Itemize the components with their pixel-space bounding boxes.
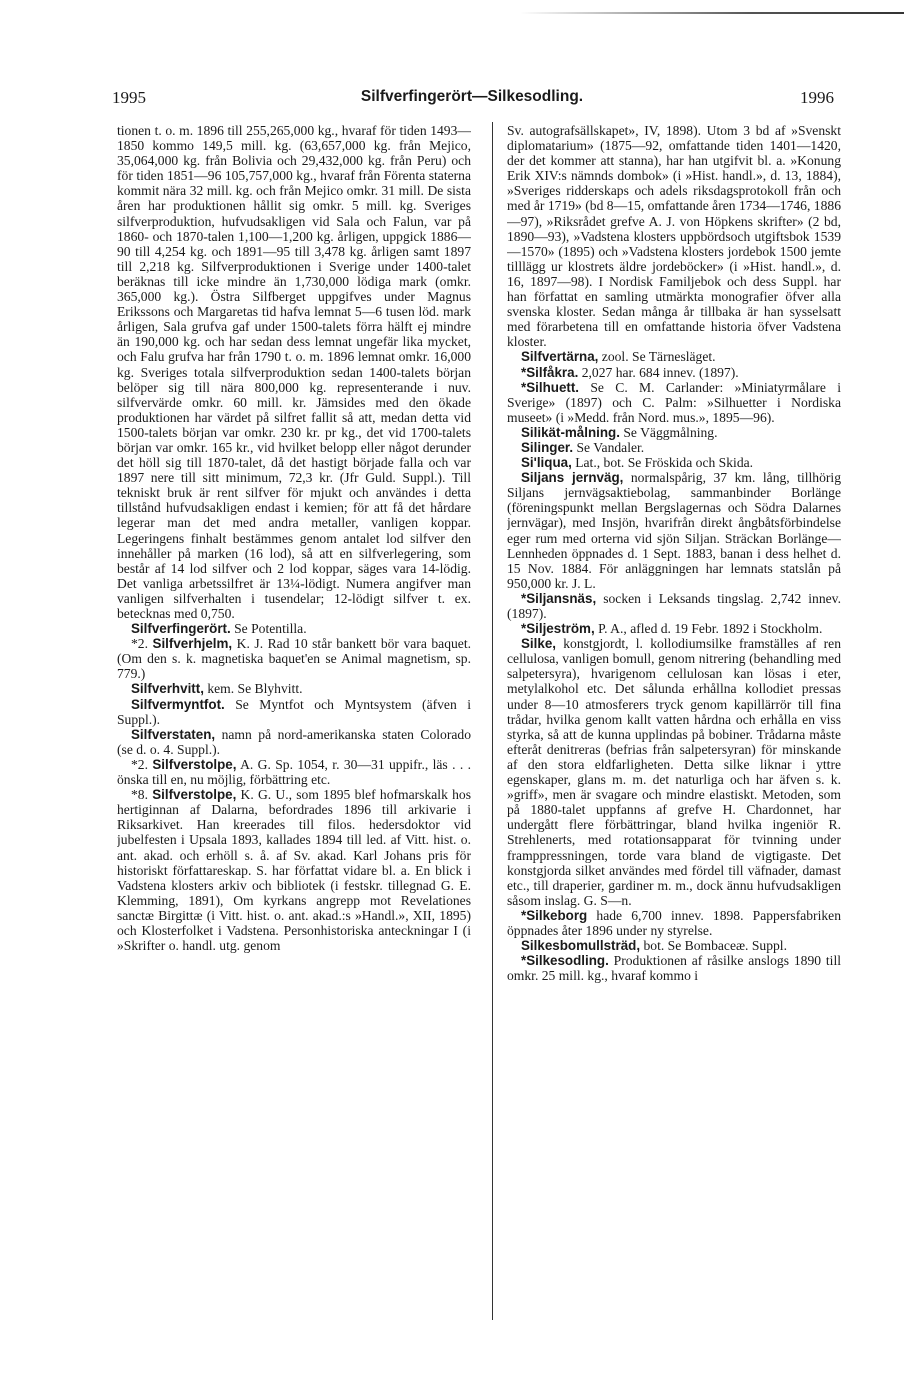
entry-headword: Silinger. xyxy=(521,439,574,455)
paragraph xyxy=(117,757,471,787)
entry-text: K. J. Rad 10 står bankett bör vara baquet. (Om den s. k. magnetiska baquet'en se Animal magnetism, sp. 779.) xyxy=(117,636,471,682)
entry-text: hade 6,700 innev. 1898. Pappersfabriken öppnades åter 1896 under ny styrelse. xyxy=(507,907,841,938)
paragraph xyxy=(117,787,471,953)
entry-text: namn på nord-amerikanska staten Colorado (se d. o. 4. Suppl.). xyxy=(117,726,471,757)
page-number-right: 1996 xyxy=(800,88,834,107)
paragraph xyxy=(117,636,471,681)
entry-text: zool. Se Tärnesläget. xyxy=(598,349,716,365)
entry-text: *2. xyxy=(131,756,153,772)
paragraph xyxy=(117,681,471,696)
entry-headword: *Siljeström, xyxy=(521,621,595,637)
entry-text: P. A., afled d. 19 Febr. 1892 i Stockholm. xyxy=(594,621,823,637)
paragraph xyxy=(507,953,841,983)
entry-text: Se C. M. Carlander: »Miniatyrmålare i Sverige» (1897) och C. Palm: »Silhuetter i Nordiska museet» (i »Medd. från Nord. mus.», 1895—96). xyxy=(507,379,841,425)
column-divider xyxy=(492,122,493,1320)
entry-text: Se Potentilla. xyxy=(230,621,307,637)
page-title: Silfverfingerört—Silkesodling. xyxy=(360,88,584,105)
paragraph xyxy=(117,123,471,621)
entry-headword: *Silkesodling. xyxy=(521,953,609,969)
entry-text: tionen t. o. m. 1896 till 255,265,000 kg., hvaraf för tiden 1493—1850 kommo 149,5 mill. kg. (63,657,000 kg. från Mejico, 35,064,000 kg. från Bolivia och 29,432,000 kg. från Peru) och för tiden 1851—96 105,757,000 kg., hvaraf från Förenta staterna kommit nära 32 mill. kg. och från Mejico omkr. 31 mill. De sista åren har produktionen hållit sig omkr. 5 mill. kg. Sveriges silfverproduktion, hufvudsakligen vid Sala och Falun, var på 1860- och 1870-talen 1,100—1,200 kg. årligen, uppgick 1886—90 till 4,254 kg. och 1891—95 till 3,478 kg. årligen samt 1897 till 2,218 kg. Silfverproduktionen i Sverige under 1400-talet beräknas till icke mindre än 1,730,000 lödiga mark (omkr. 365,000 kg.). Östra Silfberget uppgifves under Magnus Erikssons och Margaretas tid hafva lemnat 5—6 tusen löd. mark årligen, Sala grufva gaf under 1500-talets förra hälft ej mindre än 190,000 kg. och har sedan dess lemnat ungefär lika mycket, och Falu grufva har från 1790 t. o. m. 1896 lemnat omkr. 16,000 kg. Sveriges totala silfverproduktion sedan 1400-talets början belöper sig till nära 800,000 kg. representerande i nuv. silfvervärde omkr. 60 mill. kr. Jämsides med den ökade produktionen har värdet på silfret fallit så att, medan detta vid 1500-talets början var omkr. 230 kr. pr kg., det vid 1700-talets början var omkr. 165 kr., vid hvilket belopp eller något derunder det höll sig till 1870-talet, då det hastigt började falla och var 1897 nere till sitt minimum, 72,3 kr. (Jfr Guld. Suppl.). Till tekniskt bruk är rent silfver för mjukt och användes i detta tillstånd hufvudsakligen endast i kemien; för att få det hårdare legerar man det med andra metaller, vanligen koppar. Legeringens finhalt bestämmes genom antalet lod silfver den innehåller på marken (16 lod), så att en silfverlegering, som består af 14 lod silfver och 2 lod koppar, säges vara 14-lödig. Det vanliga arbetssilfret är 13¼-lödigt. Numera angifver man vanligen silfverhalten i tusendelar; 12-lödigt silfver t. ex. betecknas med 0,750. xyxy=(117,123,471,621)
entry-headword: Silfverhvitt, xyxy=(131,681,204,697)
entry-headword: *Siljansnäs, xyxy=(521,590,597,606)
entry-text: Se Vandaler. xyxy=(573,439,645,455)
entry-text: 2,027 har. 684 innev. (1897). xyxy=(578,364,739,380)
entry-text: Lat., bot. Se Fröskida och Skida. xyxy=(571,455,754,471)
paragraph xyxy=(507,455,841,470)
entry-text: Sv. autografsällskapet», IV, 1898). Utom 3 bd af »Svenskt diplomatarium» (1875—92, omfattande tiden 1401—1420, der det kommer att stanna), har han utgifvit bl. a. »Konung Erik XIV:s nämnds dombok» (i »Hist. handl.», d. 13, 1884), »Sveriges ridderskaps och adels riksdagsprotokoll från och med år 1719» (bd 8—15, omfattande åren 1734—1746, 1886—97), »Riksrådet grefve A. J. von Höpkens skrifter» (2 bd, 1890—93), »Vadstena klosters uppbördsoch utgiftsbok 1539—1570» (1895) och »Vadstena klosters jordebok 1500 jemte tilllägg ur klostrets äldre jordeböcker» (i »Hist. handl.», d. 16, 1897—98). I Nordisk Familjebok och dess Suppl. har han författat en samling utmärkta monografier öfver alla svenska kloster. Sedan många år tillbaka är han sysselsatt med förarbetena till en omfattande historia öfver Vadstena kloster. xyxy=(507,123,841,350)
paragraph xyxy=(117,621,471,636)
paragraph xyxy=(507,440,841,455)
entry-text: normalspårig, 37 km. lång, tillhörig Siljans jernvägsaktiebolag, sammanbinder Borlänge (föreningspunkt mellan Bergslagernas och Södra Dalarnes jernvägar), med Insjön, hvarifrån direkt ångbåtsförbindelse eger rum med orterna vid sjön Siljan. Sträckan Borlänge—Lennheden öppnades d. 1 Sept. 1883, banan i dess helhet d. 15 Nov. 1884. För anläggningen har lemnats statslån på 950,000 kr. J. L. xyxy=(507,470,841,591)
paragraph xyxy=(507,621,841,636)
entry-headword: Si'liqua, xyxy=(521,455,572,471)
entry-headword: Silfvermyntfot. xyxy=(131,696,225,712)
entry-text: *8. xyxy=(131,787,153,803)
entry-headword: *Silkeborg xyxy=(521,907,588,923)
entry-headword: Silkesbomullsträd, xyxy=(521,938,641,954)
entry-headword: Silfverfingerört. xyxy=(131,621,231,637)
page-header xyxy=(110,88,834,110)
entry-text: bot. Se Bombaceæ. Suppl. xyxy=(640,938,787,954)
entry-headword: Silfverstolpe, xyxy=(152,756,237,772)
paragraph xyxy=(507,908,841,938)
entry-text: kem. Se Blyhvitt. xyxy=(203,681,303,697)
paragraph xyxy=(507,938,841,953)
entry-headword: Siljans jernväg, xyxy=(521,470,624,486)
paragraph xyxy=(507,636,841,908)
entry-text: Produktionen af råsilke anslogs 1890 till omkr. 25 mill. kg., hvaraf kommo i xyxy=(507,953,841,984)
paragraph xyxy=(507,365,841,380)
paragraph xyxy=(117,697,471,727)
paragraph xyxy=(507,349,841,364)
entry-text: Se Väggmålning. xyxy=(619,424,718,440)
entry-headword: Silikät-målning. xyxy=(521,424,620,440)
entry-headword: Silfverhjelm, xyxy=(152,636,233,652)
entry-text: *2. xyxy=(131,636,153,652)
page-number-left: 1995 xyxy=(112,88,146,107)
paragraph xyxy=(507,425,841,440)
entry-text: konstgjordt, l. kollodiumsilke framställes af ren cellulosa, vanligen bomull, genom nitrering (behandling med salpetersyra), hvarigenom cellulosan kan lösas i eter, metylalkohol etc. Det sålunda erhållna kollodiet pressas under 8—10 atmosferers tryck genom kapillärrör till fina trådar, hvilka genom kallt vatten hårdna och erhålla en viss styrka, så att de kunna upplindas på bobiner. Trådarna måste efteråt denitreras (befrias från salpetersyran) för minskande af den stora eldfarligheten. Detta silke liknar i yttre egenskaper, glans m. m. det naturliga och har äfven s. k. »griff», men är svagare och mindre elastiskt. Metoden, som på 1880-talet uppfanns af grefve H. Chardonnet, har undergått flere förbättringar, bland hvilka ingeniör R. Strehlenerts, med rotationsapparat för tvinning under framppressningen, torde vara bland de vigtigaste. Det konstgjorda silket användes med fördel till väfnader, damast etc., till draperier, gardiner m. m., dock ännu hufvudsakligen såsom inslag. G. S—n. xyxy=(507,636,841,908)
entry-text: K. G. U., som 1895 blef hofmarskalk hos hertiginnan af Dalarna, befordrades 1896 till arkivarie i Riksarkivet. Han kreerades till filos. hedersdoktor vid jubelfesten i Upsala 1893, kallades 1894 till led. af Vitt. hist. o. ant. akad. och erhöll s. å. af Sv. akad. Karl Johans pris för historiskt författareskap. S. har författat vidare bl. a. En blick i Vadstena klosters arkiv och bibliotek (i festskr. tillegnad G. E. Klemming, 1891), Om kyrkans angrepp mot Revelationes sanctæ Birgittæ (i Vitt. hist. o. ant. akad.:s »Handl.», XII, 1895) och Klosterfolket i Vadstena. Personhistoriska anteckningar I (i »Skrifter o. handl. utg. genom xyxy=(117,787,471,954)
paragraph xyxy=(117,727,471,757)
entry-text: A. G. Sp. 1054, r. 30—31 uppifr., läs . . . önska till en, nu möjlig, förbättring etc. xyxy=(117,756,471,788)
paragraph xyxy=(507,380,841,425)
entry-headword: *Silfåkra. xyxy=(521,364,579,380)
entry-text: Se Myntfot och Myntsystem (äfven i Suppl.). xyxy=(117,696,471,727)
paragraph xyxy=(507,470,841,591)
entry-headword: Silke, xyxy=(521,636,556,652)
entry-headword: Silfvertärna, xyxy=(521,349,599,365)
paragraph xyxy=(507,591,841,621)
scan-top-edge xyxy=(520,12,904,14)
left-column xyxy=(117,123,471,1353)
right-column xyxy=(507,123,841,1353)
entry-headword: Silfverstaten, xyxy=(131,726,216,742)
entry-text: socken i Leksands tingslag. 2,742 innev. (1897). xyxy=(507,590,841,621)
paragraph xyxy=(507,123,841,349)
entry-headword: *Silhuett. xyxy=(521,379,580,395)
entry-headword: Silfverstolpe, xyxy=(152,787,237,803)
